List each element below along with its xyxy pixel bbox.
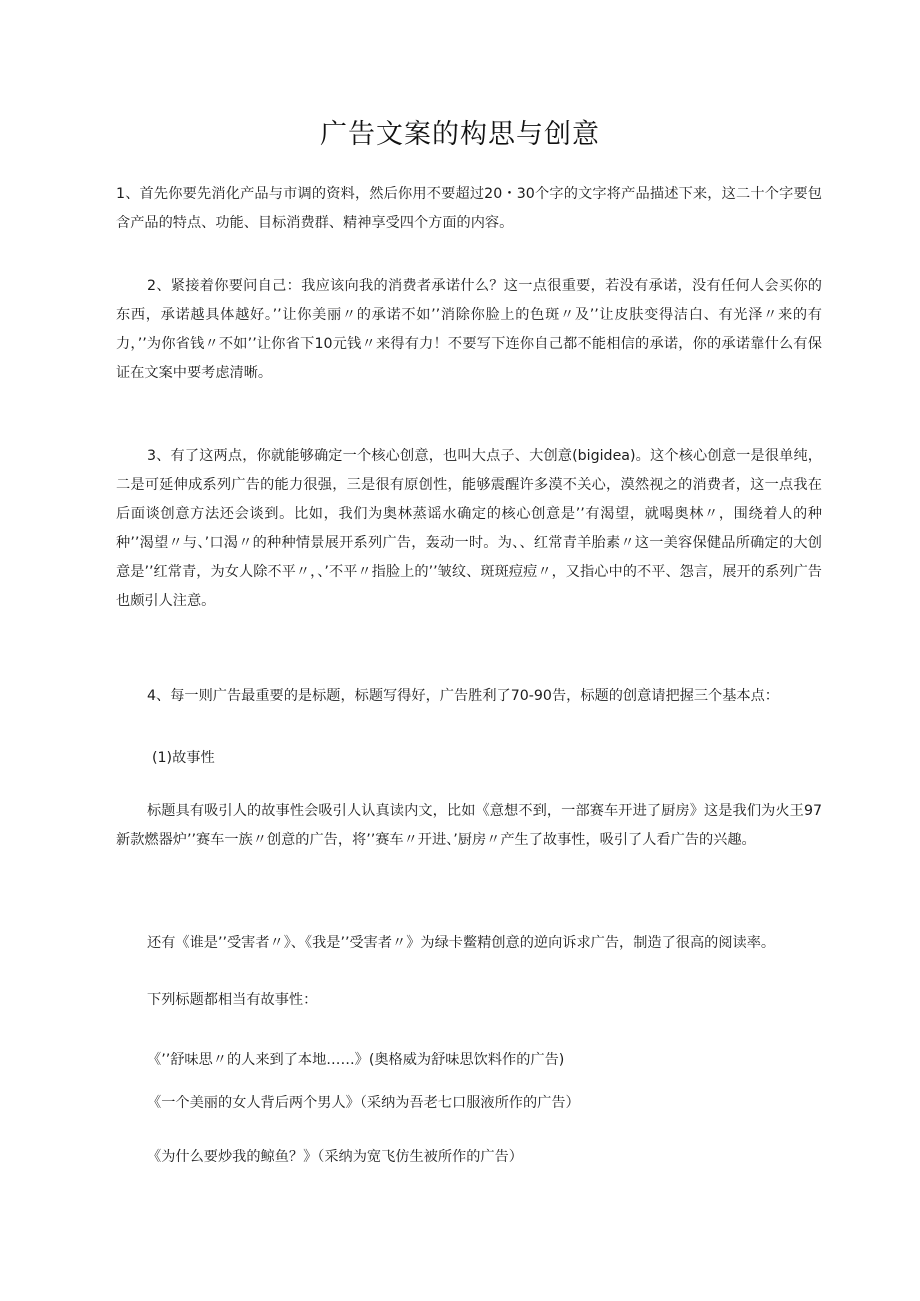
paragraph-8: 下列标题都相当有故事性： [147,992,318,1008]
paragraph-7: 还有《谁是’’受害者〃》、《我是’’受害者〃》为绿卡鳖精创意的逆向诉求广告，制造了很高的阅读率。 [147,935,776,951]
example-headline: 《为什么要炒我的鲸鱼？》（采纳为宽飞仿生被所作的广告） [147,1149,523,1165]
paragraph-2: 2、紧接着你要问自己：我应该向我的消费者承诺什么？这一点很重要，若没有承诺，没有任何人会买你的东西，承诺越具体越好。’’让你美丽〃的承诺不如’’消除你脸上的色斑〃及’’让皮肤变得洁白、有光泽〃来的有力，’’为你省钱〃不如’’让你省下10元钱〃来得有力！不要写下连你自己都不能相信的承诺，你的承诺靠什么有保证在文案中要考虑清晰。 [116,278,822,381]
example-headline: 《’’舒味思〃的人来到了本地……》(奥格威为舒味思饮料作的广告) [147,1052,565,1068]
example-headline: 《一个美丽的女人背后两个男人》（采纳为吾老七口服液所作的广告） [147,1095,580,1111]
page-title: 广告文案的构思与创意 [320,119,600,150]
paragraph-1: 1、首先你要先消化产品与市调的资料，然后你用不要超过20・30个字的文字将产品描述下来，这二十个字要包含产品的特点、功能、目标消费群、精神享受四个方面的内容。 [116,186,822,231]
paragraph-3: 3、有了这两点，你就能够确定一个核心创意，也叫大点子、大创意(bigidea)。这个核心创意一是很单纯，二是可延伸成系列广告的能力很强，三是很有原创性，能够震醒许多漠不关心，漠然视之的消费者，这一点我在后面谈创意方法还会谈到。比如，我们为奥林蒸谣水确定的核心创意是’’有渴望，就喝奥林〃，围绕着人的种种’’渴望〃与、’口渴〃的种种情景展开系列广告，轰动一时。为、、红常青羊胎素〃这一美容保健品所确定的大创意是’’红常青，为女人除不平〃，、’不平〃指脸上的’’皱纹、斑斑痘痘〃，又指心中的不平、怨言，展开的系列广告也颇引人注意。 [116,448,822,609]
paragraph-4: 4、每一则广告最重要的是标题，标题写得好，广告胜利了70-90告，标题的创意请把握三个基本点： [147,688,779,704]
subheading-storytelling: (1)故事性 [152,750,215,766]
paragraph-6: 标题具有吸引人的故事性会吸引人认真读内文，比如《意想不到，一部赛车开进了厨房》这是我们为火王97新款燃器炉’’赛车一族〃创意的广告，将’’赛车〃开进、’厨房〃产生了故事性，吸引了人看广告的兴趣。 [116,803,822,848]
